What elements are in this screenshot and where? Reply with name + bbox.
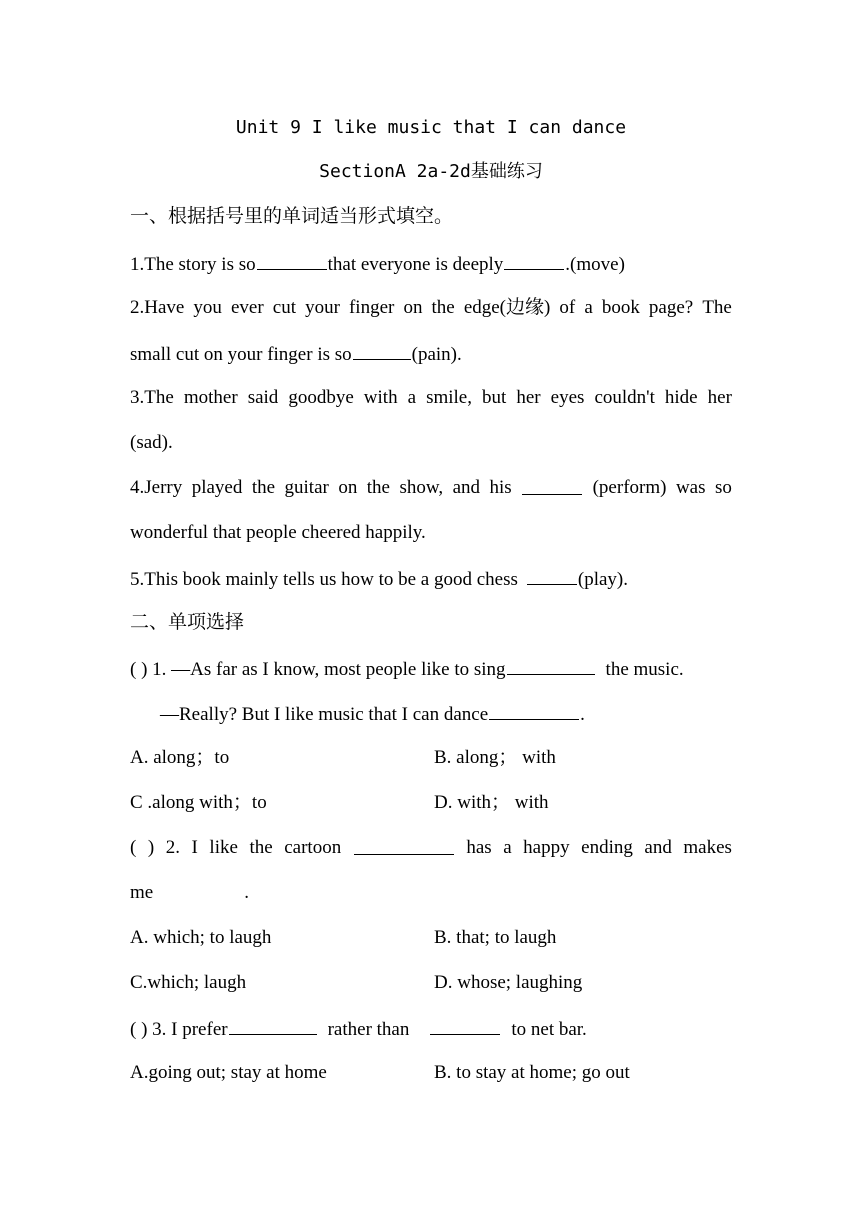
title-line-1: Unit 9 I like music that I can dance	[235, 117, 627, 138]
s1-q2-word: finger	[348, 297, 395, 318]
s2-q2-option-a-text: A. which; to laugh	[130, 927, 272, 948]
s2-q1-option-a[interactable]	[130, 746, 229, 770]
s1-q2-word: page?	[648, 297, 694, 318]
s2-q3-blank-2[interactable]	[430, 1016, 500, 1035]
s1-question-2-line-2	[130, 341, 732, 367]
section-1-heading	[130, 205, 732, 229]
worksheet-title	[130, 116, 732, 140]
title-line-2: SectionA 2a-2d基础练习	[319, 161, 543, 182]
s2-q1-line2-end: .	[580, 704, 585, 725]
s2-q2-word: and	[644, 837, 672, 858]
s1-q2-word: book	[601, 297, 640, 318]
s2-q1-blank-2[interactable]	[489, 701, 579, 720]
s2-q2-option-a[interactable]	[130, 926, 271, 950]
s1-q2-word: on	[403, 297, 423, 318]
s1-q3-word: smile,	[426, 387, 472, 408]
s1-q2-word: you	[193, 297, 222, 318]
s2-q3-option-a[interactable]	[130, 1061, 327, 1085]
s1-q4-text: wonderful that people cheered happily.	[130, 522, 426, 543]
s2-q3-text-c: to net bar.	[511, 1019, 587, 1040]
s2-q1-line2-text: —Really? But I like music that I can dance	[160, 704, 489, 725]
s2-question-2-line-2	[130, 881, 732, 905]
s2-question-1-line-1	[130, 656, 732, 682]
s1-q2-word: ever	[231, 297, 264, 318]
s2-q3-option-a-text: A.going out; stay at home	[130, 1062, 327, 1083]
s2-q3-text-b: rather than	[327, 1019, 410, 1040]
s2-q2-word: happy	[523, 837, 570, 858]
s1-q3-word: said	[247, 387, 279, 408]
s1-q2-word: a	[584, 297, 593, 318]
s2-q1-option-c[interactable]	[130, 791, 267, 815]
s2-q2-line2-text: me	[130, 882, 154, 903]
s1-q5-text-b: (play).	[577, 569, 629, 590]
section-2-heading-text: 二、单项选择	[130, 612, 245, 633]
s1-q3-word: her	[516, 387, 541, 408]
s1-q2-text-a: small cut on your finger is so	[130, 344, 352, 365]
s2-question-3-line-1	[130, 1016, 732, 1042]
s1-q3-text: (sad).	[130, 432, 173, 453]
s1-q2-word: the	[431, 297, 455, 318]
s1-q1-blank-2[interactable]	[504, 251, 564, 270]
s1-q4-word: so	[714, 477, 732, 498]
s1-q4-word: was	[675, 477, 706, 498]
s1-q3-word: goodbye	[288, 387, 354, 408]
s2-q1-tail: the music.	[605, 659, 684, 680]
s2-q2-word: )	[147, 837, 155, 858]
s1-q4-word: 4.Jerry	[130, 477, 183, 498]
s2-q2-blank-1[interactable]	[354, 836, 454, 855]
s2-q3-text-a: ( ) 3. I prefer	[130, 1019, 228, 1040]
s1-q1-blank-1[interactable]	[257, 251, 327, 270]
s1-question-1	[130, 251, 732, 277]
s1-q4-word: played	[191, 477, 243, 498]
s1-q2-word: The	[702, 297, 732, 318]
s1-q5-text-a: 5.This book mainly tells us how to be a good chess	[130, 569, 518, 590]
s1-q4-word: the	[251, 477, 276, 498]
s2-q2-option-d[interactable]	[434, 971, 582, 995]
s1-q3-word: her	[707, 387, 732, 408]
s2-q2-word: like	[209, 837, 238, 858]
s1-q3-word: 3.The	[130, 387, 174, 408]
s2-q2-word: ending	[581, 837, 633, 858]
s1-q1-text-a: 1.The story is so	[130, 254, 256, 275]
s1-q4-word: his	[489, 477, 512, 498]
s2-q1-option-b[interactable]	[434, 746, 556, 770]
s2-q2-word: the	[249, 837, 273, 858]
s1-q2-word: cut	[272, 297, 296, 318]
worksheet-subtitle	[130, 160, 732, 184]
s1-q2-word: 2.Have	[130, 297, 185, 318]
s2-q1-option-b-text: B. along； with	[434, 747, 556, 768]
s1-q3-word: eyes	[550, 387, 585, 408]
s2-q2-option-b[interactable]	[434, 926, 556, 950]
s2-q2-word: I	[191, 837, 198, 858]
s2-q2-line2-end: .	[244, 882, 249, 903]
s1-q3-word: but	[482, 387, 507, 408]
s1-q1-text-c: .(move)	[565, 254, 625, 275]
s2-q2-word: makes	[683, 837, 732, 858]
s1-q2-word: edge(边缘)	[463, 297, 551, 318]
s2-q1-option-a-text: A. along；to	[130, 747, 230, 768]
s1-q4-word: and	[452, 477, 481, 498]
s1-question-4-line-2	[130, 521, 732, 545]
s1-q5-blank[interactable]	[527, 566, 577, 585]
s2-q2-option-b-text: B. that; to laugh	[434, 927, 557, 948]
s1-q4-word: on	[338, 477, 358, 498]
s1-q2-word: of	[559, 297, 576, 318]
section-1-heading-text: 一、根据括号里的单词适当形式填空。	[130, 206, 454, 227]
s1-q4-word: show,	[399, 477, 444, 498]
s1-q2-blank[interactable]	[353, 341, 411, 360]
s2-q1-text: ( ) 1. —As far as I know, most people like to sing	[130, 659, 506, 680]
s1-q3-word: with	[363, 387, 398, 408]
s1-q4-blank[interactable]	[522, 476, 582, 495]
s1-question-3-line-2	[130, 431, 732, 455]
s1-q2-word: your	[305, 297, 340, 318]
s1-q2-text-b: (pain).	[411, 344, 462, 365]
s2-q1-option-d[interactable]	[434, 791, 549, 815]
s2-q1-option-d-text: D. with； with	[434, 792, 549, 813]
s2-q2-word: (	[130, 837, 137, 858]
s2-q3-option-b-text: B. to stay at home; go out	[434, 1062, 630, 1083]
s1-q1-text-b: that everyone is deeply	[327, 254, 504, 275]
s1-q4-word: guitar	[284, 477, 329, 498]
s1-q4-word: the	[366, 477, 390, 498]
s2-q3-option-b[interactable]	[434, 1061, 630, 1085]
s2-q2-option-c-text: C.which; laugh	[130, 972, 247, 993]
s2-q2-option-c[interactable]	[130, 971, 246, 995]
s1-q3-word: a	[407, 387, 417, 408]
s2-question-1-line-2	[130, 701, 762, 727]
s1-question-3-line-1	[130, 386, 732, 410]
s1-q3-word: hide	[664, 387, 698, 408]
s2-q2-word: has	[466, 837, 492, 858]
s1-q3-word: couldn't	[594, 387, 655, 408]
s2-q2-option-d-text: D. whose; laughing	[434, 972, 583, 993]
s1-question-2-line-1	[130, 296, 732, 320]
s2-q1-option-c-text: C .along with；to	[130, 792, 267, 813]
s2-q2-word: cartoon	[284, 837, 342, 858]
s2-q3-blank-1[interactable]	[229, 1016, 317, 1035]
s1-question-4-line-1	[130, 476, 732, 500]
s2-question-2-line-1	[130, 836, 732, 860]
s1-q4-word: (perform)	[592, 477, 667, 498]
s1-question-5	[130, 566, 732, 592]
s2-q2-word: 2.	[165, 837, 180, 858]
s2-q2-word: a	[503, 837, 512, 858]
section-2-heading	[130, 611, 732, 635]
s2-q1-blank-1[interactable]	[507, 656, 595, 675]
s1-q3-word: mother	[183, 387, 238, 408]
